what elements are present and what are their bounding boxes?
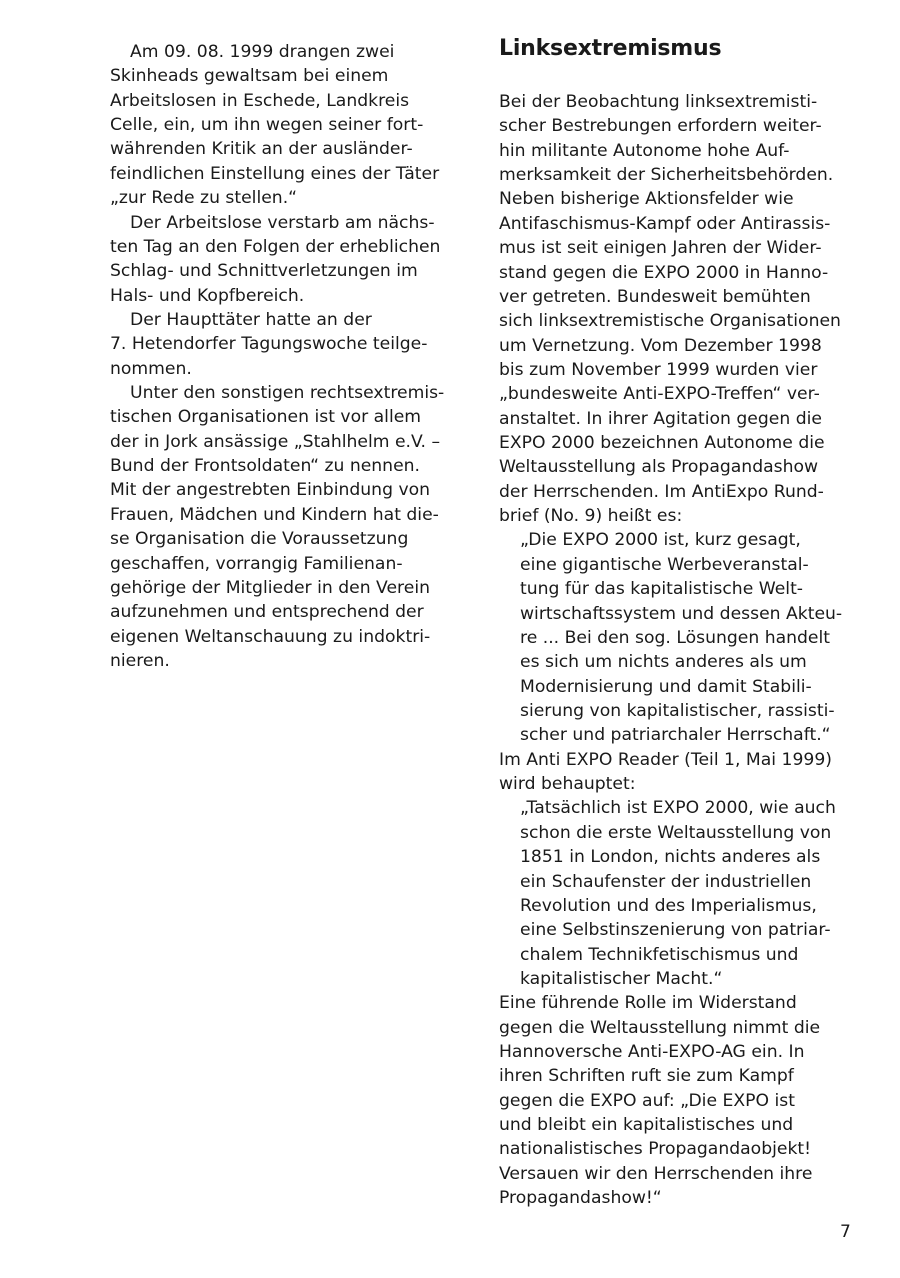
text-line: merksamkeit der Sicherheitsbehörden.	[499, 165, 834, 186]
text-line: se Organisation die Voraussetzung	[110, 529, 409, 550]
text-line: Versauen wir den Herrschenden ihre	[499, 1163, 813, 1184]
text-line: Der Haupttäter hatte an der	[130, 309, 372, 330]
text-line: hin militante Autonome hohe Auf-	[499, 140, 790, 161]
text-line: um Vernetzung. Vom Dezember 1998	[499, 335, 822, 356]
text-line: Am 09. 08. 1999 drangen zwei	[130, 42, 395, 62]
text-line: Der Arbeitslose verstarb am nächs-	[130, 212, 435, 233]
text-line: EXPO 2000 bezeichnen Autonome die	[499, 433, 825, 454]
text-line: Hals- und Kopfbereich.	[110, 285, 305, 306]
text-line: Im Anti EXPO Reader (Teil 1, Mai 1999)	[499, 749, 832, 770]
quote-line: 1851 in London, nichts anderes als	[520, 847, 821, 868]
text-line: Weltausstellung als Propagandashow	[499, 457, 819, 478]
text-line: ver getreten. Bundesweit bemühten	[499, 286, 811, 307]
text-line: gehörige der Mitglieder in den Verein	[110, 577, 430, 598]
text-line: Neben bisherige Aktionsfelder wie	[499, 189, 794, 210]
text-line: Bund der Frontsoldaten“ zu nennen.	[110, 456, 421, 477]
text-line: mus ist seit einigen Jahren der Wider-	[499, 238, 822, 259]
text-line: Eine führende Rolle im Widerstand	[499, 993, 797, 1014]
text-line: Arbeitslosen in Eschede, Landkreis	[110, 90, 410, 111]
text-line: Propagandashow!“	[499, 1188, 662, 1209]
quote-line: kapitalistischer Macht.“	[520, 968, 723, 989]
text-line: feindlichen Einstellung eines der Täter	[110, 163, 440, 184]
text-line: Bei der Beobachtung linksextremisti-	[499, 92, 818, 112]
quote-line: scher und patriarchaler Herrschaft.“	[520, 725, 831, 746]
text-line: ten Tag an den Folgen der erheblichen	[110, 236, 441, 257]
quote-line: „Tatsächlich ist EXPO 2000, wie auch	[520, 798, 836, 819]
text-line: stand gegen die EXPO 2000 in Hanno-	[499, 262, 829, 283]
section-heading: Linksextremismus	[499, 36, 722, 61]
text-line: 7. Hetendorfer Tagungswoche teilge-	[110, 334, 428, 355]
text-line: scher Bestrebungen erfordern weiter-	[499, 116, 822, 137]
text-line: bis zum November 1999 wurden vier	[499, 359, 818, 380]
left-column	[110, 40, 470, 673]
quote-line: „Die EXPO 2000 ist, kurz gesagt,	[520, 530, 801, 551]
quote-line: sierung von kapitalistischer, rassisti-	[520, 700, 835, 721]
quote-line: chalem Technikfetischismus und	[520, 944, 799, 965]
quote-line: ein Schaufenster der industriellen	[520, 871, 812, 892]
text-line: Schlag- und Schnittverletzungen im	[110, 261, 418, 282]
text-line: Celle, ein, um ihn wegen seiner fort-	[110, 115, 424, 136]
text-line: nationalistisches Propagandaobjekt!	[499, 1139, 812, 1160]
text-line: Skinheads gewaltsam bei einem	[110, 66, 389, 87]
text-line: Mit der angestrebten Einbindung von	[110, 480, 431, 501]
quote-line: eine Selbstinszenierung von patriar-	[520, 920, 831, 941]
quote-line: Revolution und des Imperialismus,	[520, 895, 817, 916]
text-line: anstaltet. In ihrer Agitation gegen die	[499, 408, 822, 429]
text-line: und bleibt ein kapitalistisches und	[499, 1115, 794, 1136]
text-line: gegen die Weltausstellung nimmt die	[499, 1017, 821, 1038]
text-line: währenden Kritik an der ausländer-	[110, 139, 413, 160]
text-line: Antifaschismus-Kampf oder Antirassis-	[499, 213, 831, 234]
text-line: aufzunehmen und entsprechend der	[110, 602, 424, 623]
text-line: Frauen, Mädchen und Kindern hat die-	[110, 504, 439, 525]
page-number: 7	[840, 1222, 851, 1242]
quote-line: Modernisierung und damit Stabili-	[520, 676, 812, 697]
text-line: nommen.	[110, 358, 192, 379]
text-line: eigenen Weltanschauung zu indoktri-	[110, 626, 431, 647]
text-line: gegen die EXPO auf: „Die EXPO ist	[499, 1090, 795, 1111]
text-line: geschaffen, vorrangig Familienan-	[110, 553, 403, 574]
text-line: ihren Schriften ruft sie zum Kampf	[499, 1066, 794, 1087]
text-line: sich linksextremistische Organisationen	[499, 311, 841, 332]
text-line: der Herrschenden. Im AntiExpo Rund-	[499, 481, 824, 502]
text-line: tischen Organisationen ist vor allem	[110, 407, 422, 428]
text-line: „zur Rede zu stellen.“	[110, 188, 298, 209]
text-line: „bundesweite Anti-EXPO-Treffen“ ver-	[499, 384, 820, 405]
text-line: der in Jork ansässige „Stahlhelm e.V. –	[110, 431, 441, 452]
quote-line: es sich um nichts anderes als um	[520, 652, 807, 673]
quote-line: tung für das kapitalistische Welt-	[520, 579, 804, 600]
text-line: nieren.	[110, 650, 170, 671]
quote-line: wirtschaftssystem und dessen Akteu-	[520, 603, 843, 624]
quote-line: re ... Bei den sog. Lösungen handelt	[520, 627, 831, 648]
text-line: wird behauptet:	[499, 774, 636, 795]
text-line: Unter den sonstigen rechtsextremis-	[130, 383, 445, 404]
text-line: brief (No. 9) heißt es:	[499, 506, 683, 527]
right-column	[499, 90, 869, 1211]
quote-line: schon die erste Weltausstellung von	[520, 822, 832, 843]
quote-line: eine gigantische Werbeveranstal-	[520, 554, 809, 575]
text-line: Hannoversche Anti-EXPO-AG ein. In	[499, 1042, 805, 1063]
